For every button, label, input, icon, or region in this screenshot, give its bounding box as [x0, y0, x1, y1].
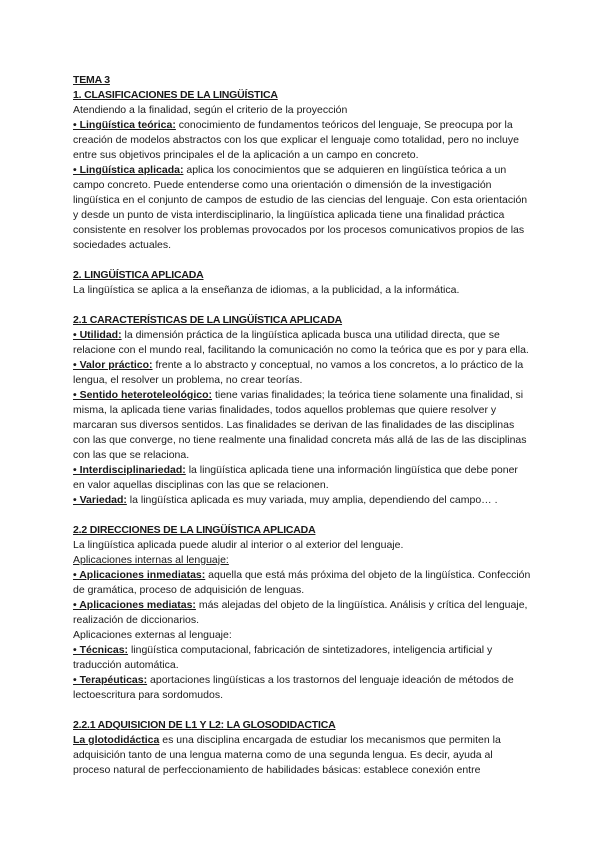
term-text: tiene varias finalidades; la teórica tiene solamente una finalidad, si misma, la aplicada tiene varias finalidades, todos aquellos problemas que quiere resolver y marcaran sus diversos sentidos. Las finalidades se derivan de las finalidades de las disciplinas con las que converge, no tiene realmente una finalidad concreta más allá de las de las disciplinas con las que se relaciona.: [73, 389, 527, 461]
term-label: • Utilidad:: [73, 329, 122, 341]
term-label: La glotodidáctica: [73, 734, 160, 746]
section-2-2-heading: 2.2 DIRECCIONES DE LA LINGÜÍSTICA APLICADA: [73, 524, 316, 536]
term-text: más alejadas del objeto de la lingüística. Análisis y crítica del lenguaje, realización de diccionarios.: [73, 599, 528, 626]
list-item: [73, 328, 531, 358]
tema-heading: TEMA 3: [73, 74, 110, 86]
term-label: • Valor práctico:: [73, 359, 153, 371]
list-item: [73, 388, 531, 463]
list-item: [73, 598, 531, 628]
section-1-heading: 1. CLASIFICACIONES DE LA LINGÜÍSTICA: [73, 89, 278, 101]
spacer: [73, 298, 531, 313]
term-text: la lingüística aplicada es muy variada, muy amplia, dependiendo del campo… .: [126, 494, 498, 506]
term-text: es una disciplina encargada de estudiar los mecanismos que permiten la adquisición tanto de una lengua materna como de una segunda lengua. Es decir, ayuda al proceso natural de perfeccionamiento de habilidades básicas: establece conexión entre: [73, 734, 501, 776]
paragraph-linguistica-teorica: [73, 118, 531, 163]
term-label: • Aplicaciones mediatas:: [73, 599, 196, 611]
spacer: [73, 508, 531, 523]
section-2-2-intro: La lingüística aplicada puede aludir al interior o al exterior del lenguaje.: [73, 539, 404, 551]
term-text: lingüística computacional, fabricación de sintetizadores, inteligencia artificial y traducción automática.: [73, 644, 493, 671]
section-2-text: La lingüística se aplica a la enseñanza de idiomas, a la publicidad, a la informática.: [73, 284, 460, 296]
term-label: • Variedad:: [73, 494, 127, 506]
glotodidactica-paragraph: [73, 733, 531, 778]
term-label: • Aplicaciones inmediatas:: [73, 569, 206, 581]
list-item: [73, 673, 531, 703]
term-label: • Lingüística aplicada:: [73, 164, 184, 176]
list-item: [73, 463, 531, 493]
spacer: [73, 703, 531, 718]
term-label: • Interdisciplinariedad:: [73, 464, 186, 476]
term-label: • Terapéuticas:: [73, 674, 148, 686]
term-text: la lingüística aplicada tiene una información lingüística que debe poner en valor aquellas disciplinas con las que se relacionen.: [73, 464, 518, 491]
term-text: aportaciones lingüísticas a los trastornos del lenguaje ideación de métodos de lectoescritura para sordomudos.: [73, 674, 514, 701]
section-1-intro: Atendiendo a la finalidad, según el criterio de la proyección: [73, 104, 348, 116]
term-text: aplica los conocimientos que se adquieren en lingüística teórica a un campo concreto. Puede entenderse como una orientación o dimensión de la investigación lingüística en el conjunto de campos de estudio de las ciencias del lenguaje. Con esta orientación y desde un punto de vista interdisciplinario, la lingüística aplicada tiene una finalidad práctica consistente en resolver los problemas provocados por los procesos comunicativos propios de las sociedades actuales.: [73, 164, 528, 251]
external-applications-label: Aplicaciones externas al lenguaje:: [73, 629, 232, 641]
term-text: la dimensión práctica de la lingüística aplicada busca una utilidad directa, que se relacione con el mundo real, facilitando la comunicación no como la teórica que es por y para ella.: [73, 329, 529, 356]
list-item: [73, 568, 531, 598]
list-item: [73, 358, 531, 388]
paragraph-linguistica-aplicada: [73, 163, 531, 253]
section-2-2-1-heading: 2.2.1 ADQUISICION DE L1 Y L2: LA GLOSODIDACTICA: [73, 719, 336, 731]
term-text: aquella que está más próxima del objeto de la lingüística. Confección de gramática, proceso de adquisición de lenguas.: [73, 569, 531, 596]
section-2-heading: 2. LINGÜÍSTICA APLICADA: [73, 269, 204, 281]
internal-applications-label: Aplicaciones internas al lenguaje:: [73, 554, 229, 566]
spacer: [73, 253, 531, 268]
document-body: [73, 73, 531, 778]
term-label: • Lingüística teórica:: [73, 119, 176, 131]
list-item: [73, 493, 531, 508]
term-text: frente a lo abstracto y conceptual, no vamos a los concretos, a lo práctico de la lengua, el resolver un problema, no crear teorías.: [73, 359, 524, 386]
list-item: [73, 643, 531, 673]
term-label: • Técnicas:: [73, 644, 129, 656]
section-2-1-heading: 2.1 CARACTERÍSTICAS DE LA LINGÜÍSTICA APLICADA: [73, 314, 343, 326]
term-text: conocimiento de fundamentos teóricos del lenguaje, Se preocupa por la creación de modelos abstractos con los que explicar el lenguaje como totalidad, pero no incluye entre sus objetivos principales el de la aplicación a un campo en concreto.: [73, 119, 519, 161]
term-label: • Sentido heteroteleológico:: [73, 389, 213, 401]
